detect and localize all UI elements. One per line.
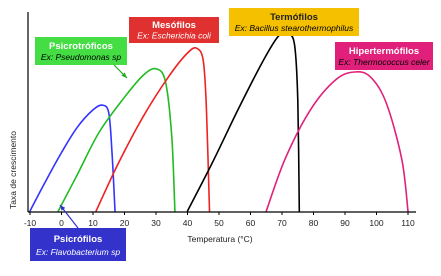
series-example: Ex: Escherichia coli xyxy=(137,30,211,41)
x-tick-label: 20 xyxy=(119,218,130,228)
x-tick-label: 10 xyxy=(88,218,98,228)
x-tick-label: 40 xyxy=(182,218,193,228)
x-axis-label: Temperatura (°C) xyxy=(187,234,253,244)
series-example: Ex: Flavobacterium sp xyxy=(35,247,121,258)
curve-psicrotroficos xyxy=(58,69,175,211)
y-axis-label: Taxa de crescimento xyxy=(8,131,18,209)
series-example: Ex: Pseudomonas sp xyxy=(40,51,122,62)
series-name: Psicrotróficos xyxy=(49,40,113,52)
series-name: Psicrófilos xyxy=(53,233,103,245)
x-tick-label: 0 xyxy=(59,218,64,228)
x-tick-label: 70 xyxy=(277,218,287,228)
label-psicrotroficos xyxy=(35,37,127,78)
x-tick-label: 60 xyxy=(245,218,256,228)
label-hipertermofilos xyxy=(335,42,433,70)
series-name: Mesófilos xyxy=(152,19,196,31)
series-name: Hipertermófilos xyxy=(348,45,420,57)
x-tick-label: 90 xyxy=(340,218,350,228)
x-tick-label: 110 xyxy=(401,218,415,228)
curve-psicrofilos xyxy=(30,105,115,211)
x-tick-label: 50 xyxy=(214,218,224,228)
series-example: Ex: Bacillus stearothermophilus xyxy=(234,22,354,33)
label-termofilos xyxy=(229,8,359,36)
x-tick-label: 80 xyxy=(308,218,319,228)
curve-hipertermofilos xyxy=(266,72,408,211)
label-psicrofilos xyxy=(30,205,126,261)
label-mesofilos xyxy=(129,17,219,43)
curve-termofilos xyxy=(188,33,300,211)
x-tick-label: -10 xyxy=(23,218,37,228)
series-name: Termófilos xyxy=(270,11,318,23)
x-tick-label: 100 xyxy=(369,218,384,228)
x-tick-label: 30 xyxy=(151,218,161,228)
x-tick-group xyxy=(24,212,415,228)
series-example: Ex: Thermococcus celer xyxy=(338,56,430,67)
